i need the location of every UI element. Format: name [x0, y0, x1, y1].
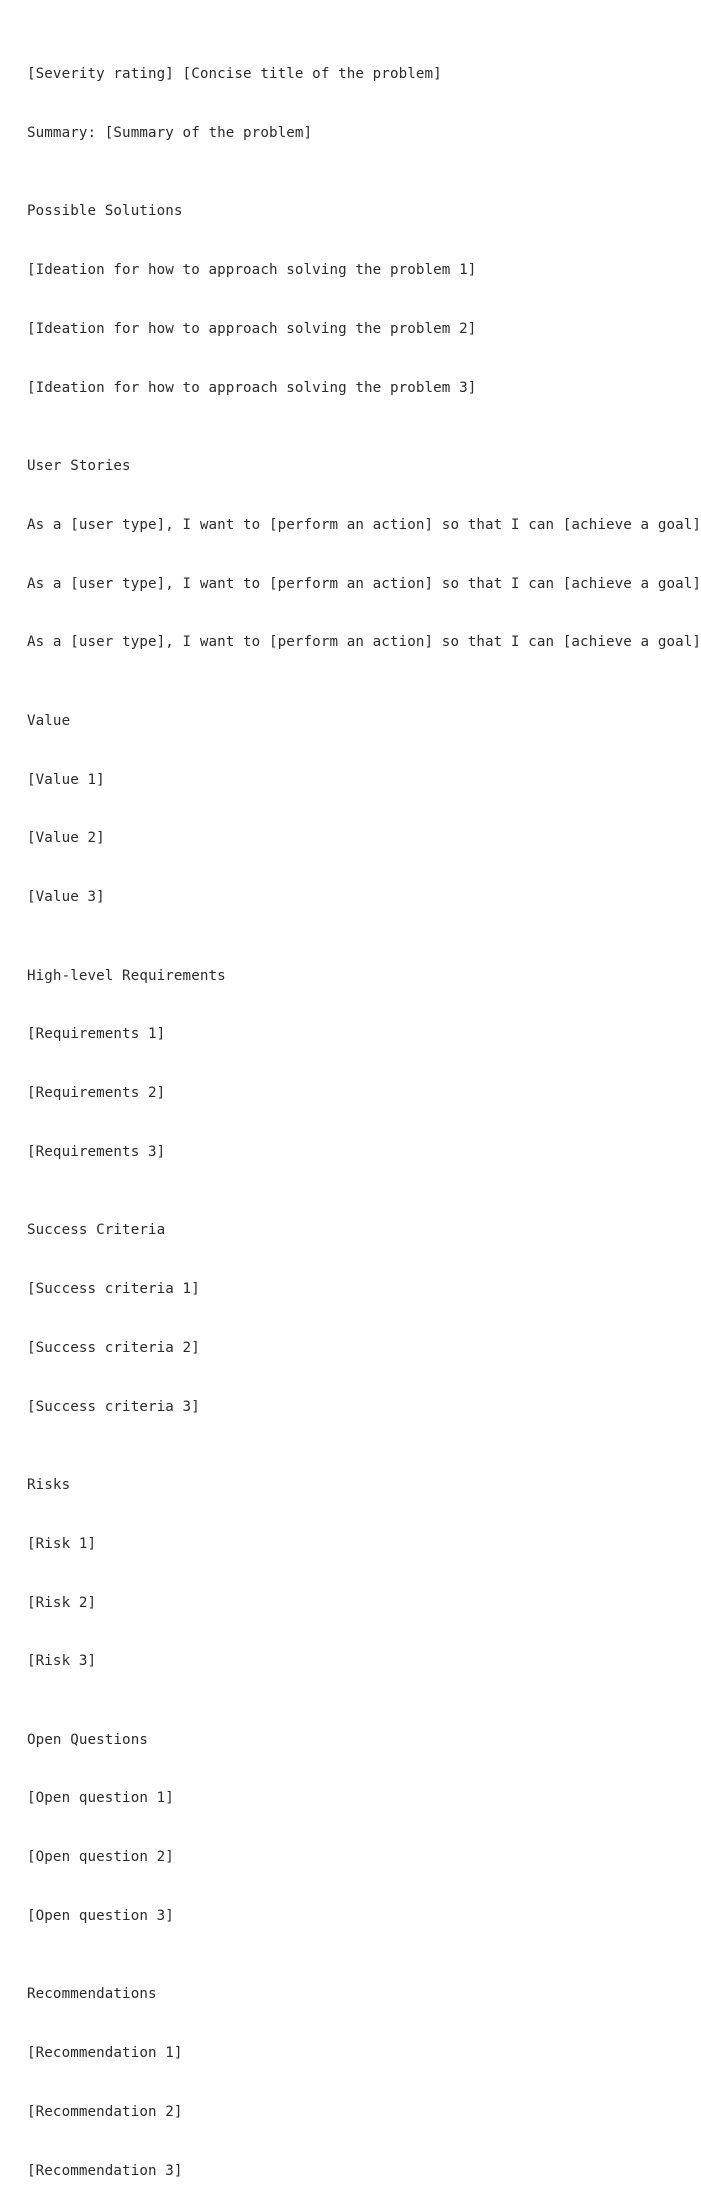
document-body: [27, 26, 701, 2201]
risk-item: [Risk 1]: [27, 1535, 97, 1552]
success-criteria-item: [Success criteria 2]: [27, 1339, 200, 1356]
risk-item: [Risk 2]: [27, 1594, 97, 1611]
section-heading-high-level-requirements: High-level Requirements: [27, 967, 226, 984]
user-story-item: As a [user type], I want to [perform an action] so that I can [achieve a goal]: [27, 634, 701, 651]
open-question-item: [Open question 1]: [27, 1790, 174, 1807]
requirement-item: [Requirements 3]: [27, 1143, 166, 1160]
section-heading-open-questions: Open Questions: [27, 1731, 148, 1748]
requirement-item: [Requirements 1]: [27, 1026, 166, 1043]
recommendation-item: [Recommendation 2]: [27, 2103, 183, 2120]
possible-solution-item: [Ideation for how to approach solving the problem 1]: [27, 262, 477, 279]
section-heading-possible-solutions: Possible Solutions: [27, 203, 183, 220]
section-heading-value: Value: [27, 712, 71, 729]
user-story-item: As a [user type], I want to [perform an action] so that I can [achieve a goal]: [27, 516, 701, 533]
possible-solution-item: [Ideation for how to approach solving the problem 3]: [27, 379, 477, 396]
section-heading-user-stories: User Stories: [27, 458, 131, 475]
possible-solution-item: [Ideation for how to approach solving the problem 2]: [27, 320, 477, 337]
value-item: [Value 1]: [27, 771, 105, 788]
summary-line: Summary: [Summary of the problem]: [27, 124, 313, 141]
user-story-item: As a [user type], I want to [perform an action] so that I can [achieve a goal]: [27, 575, 701, 592]
success-criteria-item: [Success criteria 1]: [27, 1281, 200, 1297]
requirement-item: [Requirements 2]: [27, 1085, 166, 1102]
section-heading-risks: Risks: [27, 1476, 71, 1493]
recommendation-item: [Recommendation 1]: [27, 2045, 183, 2062]
value-item: [Value 3]: [27, 889, 105, 906]
risk-item: [Risk 3]: [27, 1653, 97, 1670]
recommendation-item: [Recommendation 3]: [27, 2162, 183, 2179]
section-heading-recommendations: Recommendations: [27, 1986, 157, 2003]
open-question-item: [Open question 2]: [27, 1849, 174, 1866]
success-criteria-item: [Success criteria 3]: [27, 1398, 200, 1415]
value-item: [Value 2]: [27, 830, 105, 847]
section-heading-success-criteria: Success Criteria: [27, 1222, 166, 1239]
open-question-item: [Open question 3]: [27, 1908, 174, 1924]
title-line: [Severity rating] [Concise title of the problem]: [27, 66, 442, 83]
